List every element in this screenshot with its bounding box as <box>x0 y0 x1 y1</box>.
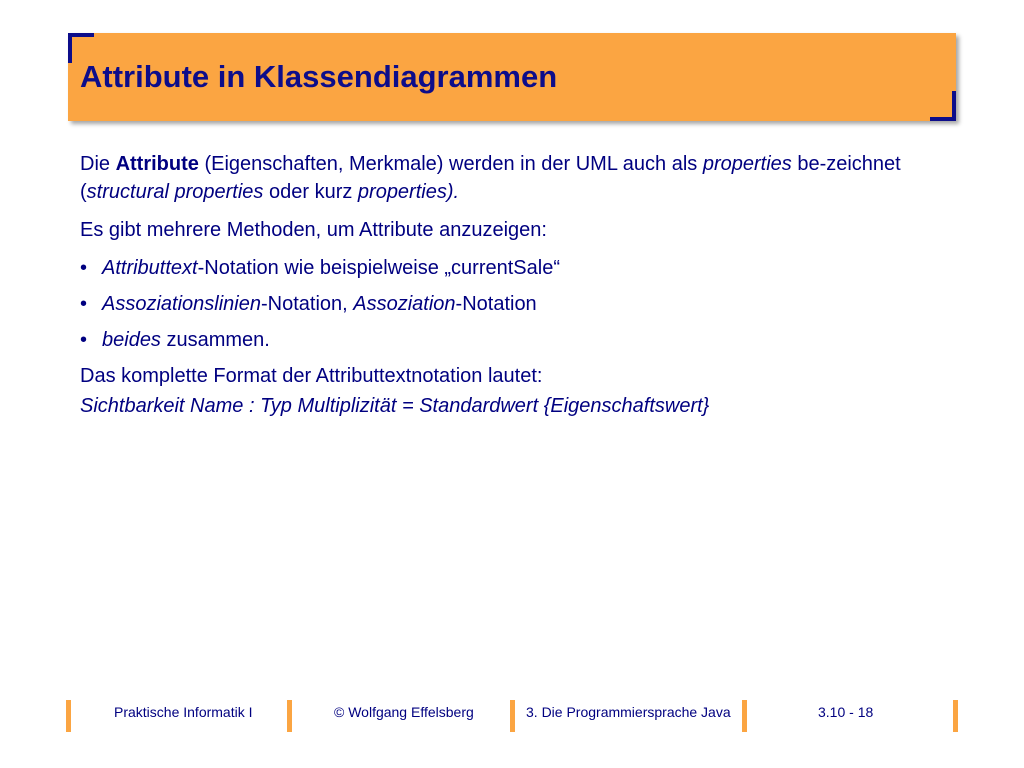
footer-separator <box>742 700 747 732</box>
footer-chapter: 3. Die Programmiersprache Java <box>526 704 731 720</box>
corner-bracket-bottom-right <box>930 91 956 121</box>
title-banner <box>68 33 956 121</box>
footer-separator <box>66 700 71 732</box>
footer-page-number: 3.10 - 18 <box>818 704 874 720</box>
footer-separator <box>510 700 515 732</box>
slide-title: Attribute in Klassendiagrammen <box>80 59 558 94</box>
list-item: • Attributtext-Notation wie beispielweise „currentSale“ <box>80 254 940 282</box>
methods-list <box>80 254 940 354</box>
bullet-icon: • <box>80 293 88 315</box>
bullet-icon: • <box>80 329 88 351</box>
intro-paragraph: Die Attribute (Eigenschaften, Merkmale) werden in der UML auch als properties be-zeichnet (structural properties oder kurz properties). <box>80 153 901 203</box>
footer-course: Praktische Informatik I <box>114 704 253 720</box>
footer <box>0 696 1024 736</box>
format-intro: Das komplette Format der Attributtextnotation lautet: <box>80 365 543 387</box>
list-item: • beides zusammen. <box>80 326 940 354</box>
bullet-icon: • <box>80 257 88 279</box>
attribute-format-syntax: Sichtbarkeit Name : Typ Multiplizität = Standardwert {Eigenschaftswert} <box>80 395 710 417</box>
methods-intro: Es gibt mehrere Methoden, um Attribute anzuzeigen: <box>80 219 547 241</box>
footer-separator <box>287 700 292 732</box>
slide-content <box>80 150 940 420</box>
list-item: • Assoziationslinien-Notation, Assoziation-Notation <box>80 290 940 318</box>
footer-author: © Wolfgang Effelsberg <box>334 704 474 720</box>
footer-separator <box>953 700 958 732</box>
corner-bracket-top-left <box>68 33 94 63</box>
